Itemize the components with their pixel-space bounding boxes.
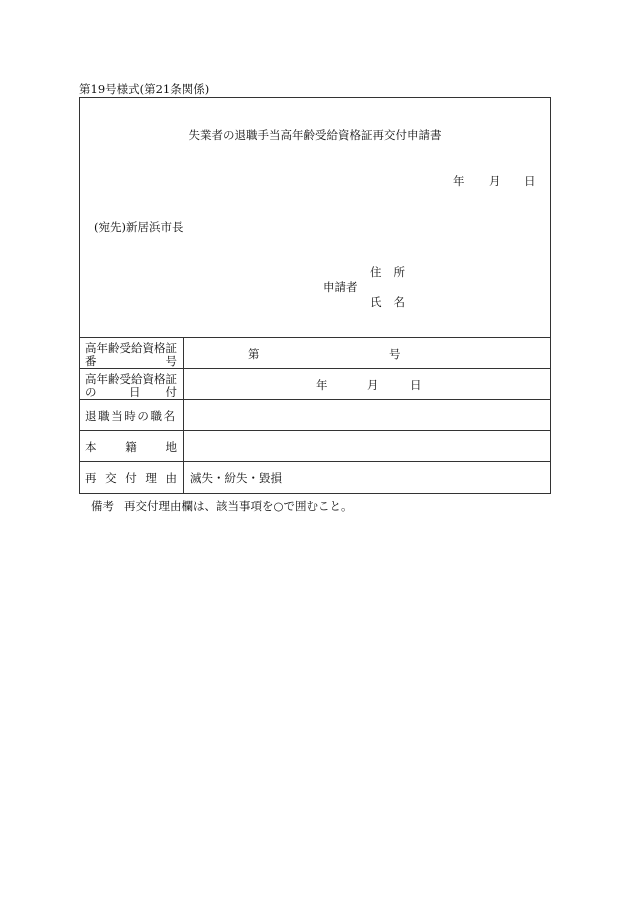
details-table: [80, 337, 550, 493]
reason-char-4: 理: [145, 471, 157, 485]
domicile-field[interactable]: [184, 431, 550, 461]
job-title-label: [80, 400, 184, 430]
addressee: (宛先)新居浜市長: [94, 220, 184, 234]
reason-char-1: 再: [85, 471, 97, 485]
cert-date-field[interactable]: [184, 369, 550, 399]
reason-char-3: 付: [125, 471, 137, 485]
address-label: 住所: [370, 265, 417, 279]
cert-date-label-line1: 高年齢受給資格証: [85, 372, 177, 386]
job-title-field[interactable]: [184, 400, 550, 430]
reason-label: [80, 462, 184, 493]
date-day-label: 日: [524, 174, 536, 188]
reason-char-5: 由: [165, 471, 177, 485]
reason-label-text: [85, 470, 177, 486]
domicile-label: [80, 431, 184, 461]
form-title: 失業者の退職手当高年齢受給資格証再交付申請書: [188, 128, 442, 142]
cert-number-field[interactable]: [184, 338, 550, 368]
table-row-cert-date: [80, 369, 550, 400]
cert-number-dai: 第: [248, 347, 260, 361]
cert-number-label-go: 号: [165, 354, 177, 368]
cert-date-day: 日: [410, 378, 422, 392]
cert-date-label: [80, 369, 184, 399]
domicile-label-text: [85, 439, 177, 455]
cert-date-label-hi: 日: [129, 385, 141, 399]
cert-date-label-tsuke: 付: [165, 385, 177, 399]
name-label: 氏名: [370, 295, 417, 309]
form-number: 第19号様式(第21条関係): [79, 82, 210, 96]
remarks-note: [91, 498, 353, 514]
date-year-label: 年: [453, 174, 465, 188]
cert-number-label-line1: 高年齢受給資格証: [85, 341, 177, 355]
cert-date-label-no: の: [85, 385, 97, 399]
reason-char-2: 交: [105, 471, 117, 485]
cert-number-go: 号: [389, 347, 401, 361]
remarks-heading: 備考: [91, 499, 114, 513]
table-row-cert-number: [80, 338, 550, 369]
application-form: [79, 97, 551, 494]
cert-number-label-ban: 番: [85, 354, 97, 368]
reason-options: 滅失・紛失・毀損: [190, 471, 282, 485]
date-month-label: 月: [489, 174, 501, 188]
reason-field[interactable]: [184, 462, 550, 493]
table-row-domicile: [80, 431, 550, 462]
remarks-text: 再交付理由欄は、該当事項を○で囲むこと。: [124, 499, 353, 513]
applicant-label: 申請者: [323, 280, 358, 294]
table-row-reason: [80, 462, 550, 493]
job-title-label-text: 退職当時の職名: [85, 409, 177, 423]
domicile-char-3: 地: [165, 440, 177, 454]
domicile-char-1: 本: [85, 440, 97, 454]
table-row-job-title: [80, 400, 550, 431]
cert-number-label: [80, 338, 184, 368]
cert-date-year: 年: [316, 378, 328, 392]
domicile-char-2: 籍: [125, 440, 137, 454]
cert-date-month: 月: [367, 378, 379, 392]
